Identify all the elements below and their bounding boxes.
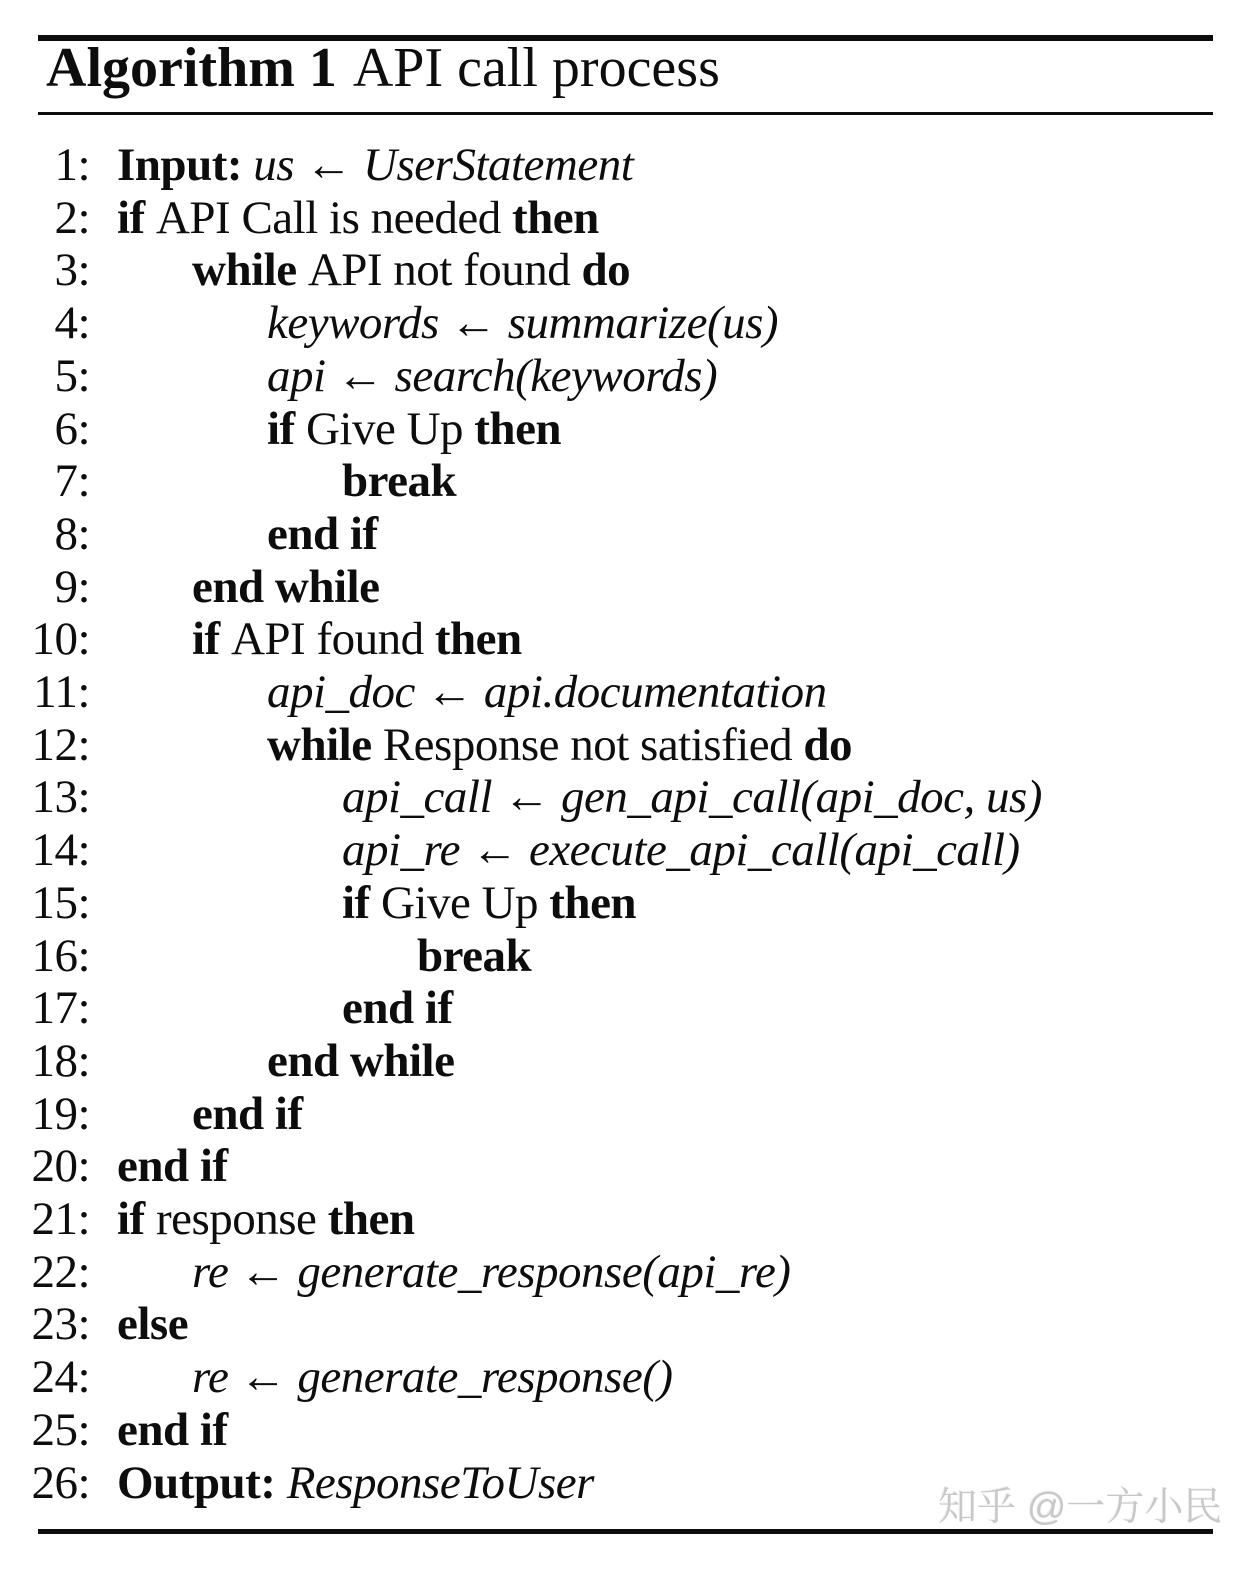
keyword-text: if <box>267 402 306 455</box>
watermark-text: 知乎 @一方小民 <box>938 1486 1223 1529</box>
algorithm-line <box>0 771 1242 824</box>
line-number: 23: <box>31 1298 90 1351</box>
line-content <box>117 1193 414 1246</box>
plain-text: Give Up <box>305 402 475 455</box>
line-content <box>117 192 599 245</box>
line-number: 19: <box>31 1087 90 1140</box>
line-number: 9: <box>54 560 90 613</box>
line-number: 5: <box>54 349 90 402</box>
math-text: api_doc ← api.documentation <box>267 666 827 719</box>
math-text: us ← UserStatement <box>253 139 634 191</box>
keyword-text: end if <box>192 1087 303 1140</box>
keyword-text: end while <box>192 560 380 613</box>
line-number: 24: <box>31 1351 90 1404</box>
line-content <box>342 824 1020 877</box>
line-number: 25: <box>31 1403 90 1456</box>
keyword-text: end if <box>117 1140 228 1193</box>
algorithm-line <box>0 561 1242 614</box>
math-text: api_re ← execute_api_call(api_call) <box>342 824 1020 877</box>
line-content <box>192 1088 303 1141</box>
line-content <box>342 455 456 508</box>
plain-text: Response not satisfied <box>382 718 804 771</box>
keyword-text: end if <box>267 507 378 560</box>
line-number: 12: <box>31 718 90 771</box>
algorithm-label: Algorithm 1 <box>46 37 337 99</box>
line-content <box>267 666 827 719</box>
keyword-text: while <box>267 718 383 771</box>
line-content <box>342 771 1042 824</box>
line-number: 10: <box>31 613 90 666</box>
math-text: re ← generate_response(api_re) <box>192 1245 791 1298</box>
line-content <box>117 1457 594 1510</box>
algorithm-line <box>0 139 1242 192</box>
keyword-text: if <box>117 1193 156 1246</box>
line-number: 22: <box>31 1245 90 1298</box>
line-number: 1: <box>54 139 90 191</box>
math-text: api ← search(keywords) <box>267 349 718 402</box>
header-rule <box>38 112 1213 115</box>
plain-text: API Call is needed <box>155 191 512 244</box>
algorithm-line <box>0 403 1242 456</box>
keyword-text: then <box>434 613 522 666</box>
line-number: 16: <box>31 929 90 982</box>
keyword-text: then <box>327 1193 415 1246</box>
algorithm-line <box>0 1246 1242 1299</box>
algorithm-line <box>0 613 1242 666</box>
line-content <box>342 877 636 930</box>
math-text: api_call ← gen_api_call(api_doc, us) <box>342 771 1042 824</box>
algorithm-line <box>0 719 1242 772</box>
algorithm-line <box>0 244 1242 297</box>
line-content <box>267 1035 454 1088</box>
keyword-text: if <box>342 876 381 929</box>
line-number: 6: <box>54 402 90 455</box>
keyword-text: then <box>474 402 562 455</box>
plain-text: Give Up <box>380 876 550 929</box>
line-number: 18: <box>31 1034 90 1087</box>
keyword-text: while <box>192 244 308 297</box>
plain-text: API found <box>230 613 435 666</box>
line-content <box>192 613 522 666</box>
line-content <box>267 403 561 456</box>
line-content <box>117 1404 228 1457</box>
line-content <box>192 1351 673 1404</box>
line-number: 15: <box>31 876 90 929</box>
keyword-text: then <box>549 876 637 929</box>
plain-text: response <box>155 1193 328 1246</box>
line-number: 17: <box>31 982 90 1035</box>
line-number: 8: <box>54 507 90 560</box>
pseudocode-listing <box>0 139 1242 1509</box>
algorithm-line <box>0 508 1242 561</box>
algorithm-line <box>0 1404 1242 1457</box>
algorithm-header <box>46 36 720 100</box>
line-content <box>192 1246 790 1299</box>
keyword-text: break <box>417 929 532 982</box>
keyword-text: Input: <box>117 139 254 191</box>
line-content <box>117 1140 228 1193</box>
bottom-rule <box>38 1529 1213 1534</box>
keyword-text: break <box>342 455 457 508</box>
algorithm-line <box>0 1351 1242 1404</box>
keyword-text: end if <box>342 982 453 1035</box>
line-number: 4: <box>54 297 90 350</box>
line-content <box>192 561 379 614</box>
line-number: 21: <box>31 1193 90 1246</box>
line-content <box>267 508 378 561</box>
algorithm-line <box>0 1140 1242 1193</box>
line-number: 3: <box>54 244 90 297</box>
line-number: 13: <box>31 771 90 824</box>
line-number: 20: <box>31 1140 90 1193</box>
algorithm-line <box>0 192 1242 245</box>
algorithm-line <box>0 1298 1242 1351</box>
algorithm-line <box>0 1035 1242 1088</box>
algorithm-line <box>0 455 1242 508</box>
line-content <box>267 350 717 403</box>
algorithm-line <box>0 297 1242 350</box>
line-number: 7: <box>54 455 90 508</box>
algorithm-line <box>0 877 1242 930</box>
algorithm-line <box>0 930 1242 983</box>
line-number: 26: <box>31 1456 90 1509</box>
algorithm-line <box>0 824 1242 877</box>
algorithm-line <box>0 1193 1242 1246</box>
keyword-text: do <box>803 718 853 771</box>
line-number: 2: <box>54 191 90 244</box>
line-content <box>192 244 630 297</box>
keyword-text: Output: <box>117 1456 287 1509</box>
line-content <box>417 930 531 983</box>
line-content <box>267 719 852 772</box>
keyword-text: end while <box>267 1034 455 1087</box>
math-text: re ← generate_response() <box>192 1351 673 1404</box>
keyword-text: then <box>511 191 599 244</box>
keyword-text: do <box>581 244 631 297</box>
algorithm-line <box>0 350 1242 403</box>
keyword-text: if <box>192 613 231 666</box>
math-text: ResponseToUser <box>286 1456 594 1509</box>
line-content <box>342 982 453 1035</box>
plain-text: API not found <box>307 244 582 297</box>
algorithm-line <box>0 666 1242 719</box>
line-content <box>267 297 778 350</box>
line-content <box>117 139 633 192</box>
math-text: keywords ← summarize(us) <box>267 297 779 350</box>
line-content <box>117 1298 188 1351</box>
line-number: 14: <box>31 824 90 877</box>
algorithm-line <box>0 1088 1242 1141</box>
keyword-text: if <box>117 191 156 244</box>
keyword-text: else <box>117 1298 189 1351</box>
algorithm-title: API call process <box>352 37 720 99</box>
line-number: 11: <box>33 666 90 719</box>
keyword-text: end if <box>117 1403 228 1456</box>
algorithm-line <box>0 982 1242 1035</box>
